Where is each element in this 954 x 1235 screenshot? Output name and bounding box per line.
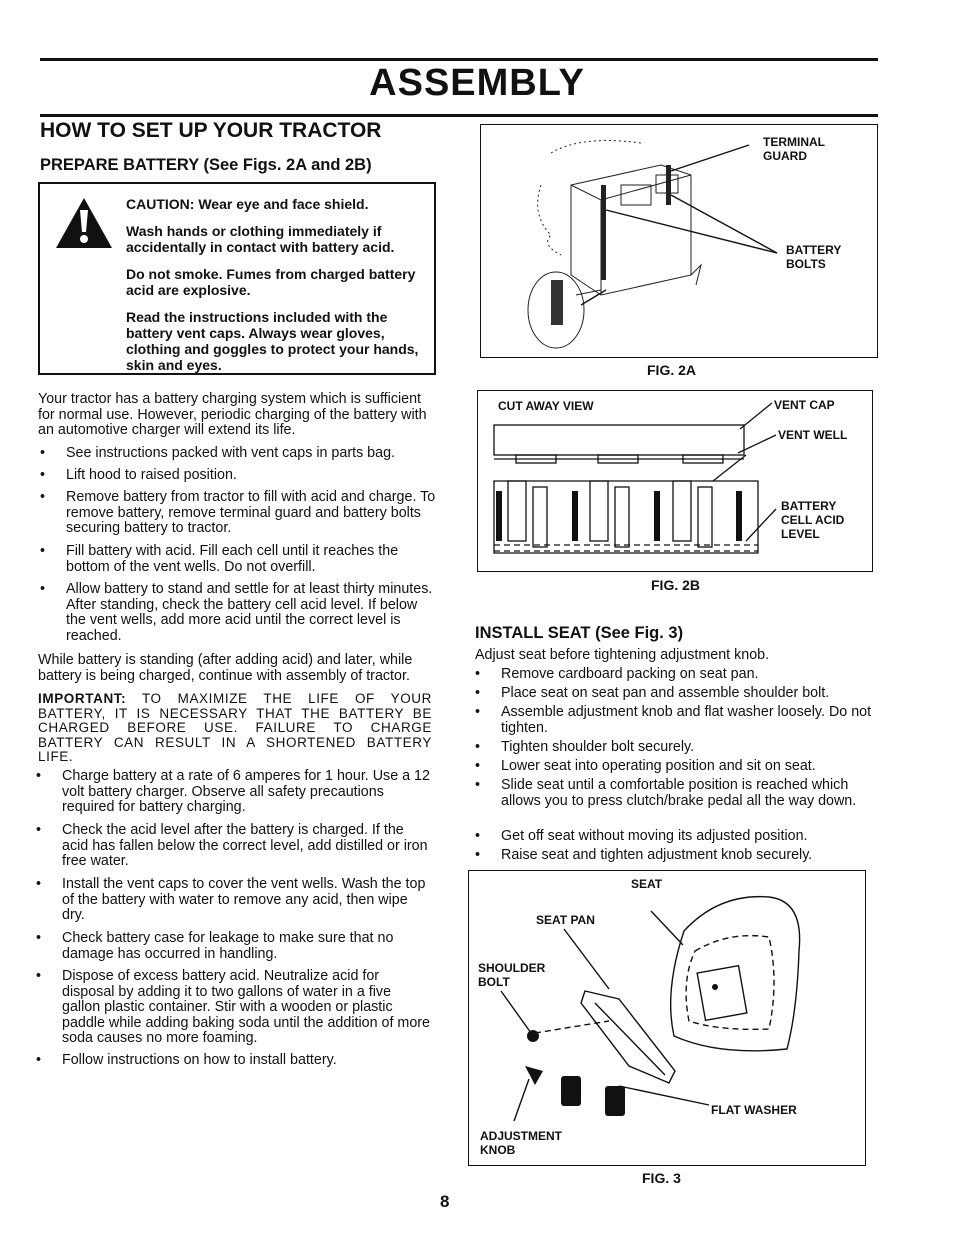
list-item: • Allow battery to stand and settle for at least thirty minutes. After standing, check the battery cell acid level. If below the vent wells, add more acid until the correct level is reached. bbox=[40, 581, 433, 644]
list-item-text: Assemble adjustment knob and flat washer loosely. Do not tighten. bbox=[501, 704, 872, 736]
label-vent-cap: VENT CAP bbox=[774, 398, 835, 412]
standing-note: While battery is standing (after adding acid) and later, while battery is being charged, continue with assembly of tractor. bbox=[38, 652, 413, 684]
top-rule bbox=[40, 58, 878, 61]
list-item-text: Install the vent caps to cover the vent wells. Wash the top of the battery with water to remove any acid, then wipe dry. bbox=[62, 876, 426, 924]
battery-intro: Your tractor has a battery charging system which is sufficient for normal use. However, periodic charging of the battery with an automotive charger will extend its life. bbox=[38, 391, 427, 439]
list-item: • Lift hood to raised position. bbox=[40, 467, 237, 483]
list-item: • Check battery case for leakage to make sure that no damage has occurred in handling. bbox=[36, 930, 394, 962]
label-terminal-guard bbox=[763, 135, 825, 163]
battery-cutaway-illustration bbox=[478, 391, 872, 571]
list-item-text: Remove battery from tractor to fill with acid and charge. To remove battery, remove terminal guard and battery bolts securing battery to tractor. bbox=[66, 489, 436, 537]
caution-box bbox=[38, 182, 436, 375]
list-item: • Fill battery with acid. Fill each cell until it reaches the bottom of the vent wells. Do not overfill. bbox=[40, 543, 399, 575]
list-item-text: See instructions packed with vent caps in parts bag. bbox=[66, 445, 396, 461]
list-item: • Remove cardboard packing on seat pan. bbox=[475, 666, 759, 682]
list-item: • Slide seat until a comfortable position is reached which allows you to press clutch/brake pedal all the way down. bbox=[475, 777, 857, 809]
caution-line-2: Wash hands or clothing immediately if accidentally in contact with battery acid. bbox=[126, 223, 395, 255]
caution-line-4: Read the instructions included with the battery vent caps. Always wear gloves, clothing and goggles to protect your hands, skin and eyes. bbox=[126, 309, 419, 373]
list-item-text: Tighten shoulder bolt securely. bbox=[501, 739, 695, 755]
fig-2b bbox=[477, 390, 873, 572]
list-item-text: Lift hood to raised position. bbox=[66, 467, 237, 483]
list-item: • Check the acid level after the battery is charged. If the acid has fallen below the correct level, add distilled or iron free water. bbox=[36, 822, 428, 870]
fig-3-caption: FIG. 3 bbox=[642, 1170, 681, 1186]
label-flat-washer: FLAT WASHER bbox=[711, 1103, 797, 1117]
list-item-text: Lower seat into operating position and sit on seat. bbox=[501, 758, 816, 774]
label-adjustment-knob bbox=[480, 1129, 562, 1157]
label-battery-bolts bbox=[786, 243, 841, 271]
page-title: ASSEMBLY bbox=[369, 62, 585, 104]
list-item: • Dispose of excess battery acid. Neutralize acid for disposal by adding it to two gallons of water in a five gallon plastic container. Stir with a wooden or plastic paddle while adding baking soda until the addition of more soda causes no more foaming. bbox=[36, 968, 431, 1047]
list-item-text: Remove cardboard packing on seat pan. bbox=[501, 666, 759, 682]
important-label: IMPORTANT: bbox=[38, 691, 127, 706]
label-vent-well: VENT WELL bbox=[778, 428, 848, 442]
list-item: • See instructions packed with vent caps in parts bag. bbox=[40, 445, 396, 461]
page-number: 8 bbox=[440, 1192, 450, 1211]
seat-heading: INSTALL SEAT (See Fig. 3) bbox=[475, 624, 684, 642]
label-line: BATTERY bbox=[786, 243, 842, 257]
warning-triangle-icon bbox=[54, 196, 114, 255]
label-line: GUARD bbox=[763, 149, 807, 163]
label-line: ADJUSTMENT bbox=[480, 1129, 563, 1143]
caution-line-3: Do not smoke. Fumes from charged battery acid are explosive. bbox=[126, 266, 416, 298]
label-line: BOLTS bbox=[786, 257, 826, 271]
list-item-text: Get off seat without moving its adjusted position. bbox=[501, 828, 808, 844]
label-shoulder-bolt bbox=[478, 961, 545, 989]
label-line: TERMINAL bbox=[763, 135, 825, 149]
section-title: HOW TO SET UP YOUR TRACTOR bbox=[40, 119, 382, 142]
seat-illustration bbox=[469, 871, 865, 1165]
list-item-text: Place seat on seat pan and assemble shoulder bolt. bbox=[501, 685, 830, 701]
label-line: KNOB bbox=[480, 1143, 516, 1157]
fig-3 bbox=[468, 870, 866, 1166]
list-item-text: Follow instructions on how to install battery. bbox=[62, 1052, 337, 1068]
list-item: • Lower seat into operating position and sit on seat. bbox=[475, 758, 816, 774]
list-item: • Tighten shoulder bolt securely. bbox=[475, 739, 695, 755]
list-item: • Assemble adjustment knob and flat washer loosely. Do not tighten. bbox=[475, 704, 872, 736]
list-item: • Remove battery from tractor to fill with acid and charge. To remove battery, remove terminal guard and battery bolts securing battery to tractor. bbox=[40, 489, 436, 537]
important-note bbox=[38, 692, 432, 765]
important-text: TO MAXIMIZE THE LIFE OF YOUR BATTERY, IT IS NECESSARY THAT THE BATTERY BE CHARGED BEFORE USE. FAILURE TO CHARGE BATTERY CAN RESULT IN A SHORTENED BATTERY LIFE. bbox=[38, 691, 432, 764]
list-item-text: Fill battery with acid. Fill each cell until it reaches the bottom of the vent wells. Do not overfill. bbox=[66, 543, 399, 575]
title-underline bbox=[40, 114, 878, 117]
fig-2b-caption: FIG. 2B bbox=[651, 577, 701, 593]
label-line: CELL ACID bbox=[781, 513, 845, 527]
label-seat-pan: SEAT PAN bbox=[536, 913, 595, 927]
label-cut-away-view: CUT AWAY VIEW bbox=[498, 399, 594, 413]
label-line: BOLT bbox=[478, 975, 510, 989]
seat-intro: Adjust seat before tightening adjustment knob. bbox=[475, 647, 770, 663]
list-item: • Place seat on seat pan and assemble shoulder bolt. bbox=[475, 685, 830, 701]
list-item-text: Dispose of excess battery acid. Neutralize acid for disposal by adding it to two gallons of water in a five gallon plastic container. Stir with a wooden or plastic paddle while adding baking soda until the addition of more soda causes no more foaming. bbox=[62, 968, 431, 1047]
fig-2a-caption: FIG. 2A bbox=[647, 362, 697, 378]
fig-2a bbox=[480, 124, 878, 358]
list-item-text: Allow battery to stand and settle for at least thirty minutes. After standing, check the battery cell acid level. If below the vent wells, add more acid until the correct level is reached. bbox=[66, 581, 433, 644]
label-line: SHOULDER bbox=[478, 961, 546, 975]
battery-heading: PREPARE BATTERY (See Figs. 2A and 2B) bbox=[40, 156, 372, 174]
list-item-text: Check battery case for leakage to make sure that no damage has occurred in handling. bbox=[62, 930, 394, 962]
list-item-text: Raise seat and tighten adjustment knob securely. bbox=[501, 847, 813, 863]
caution-line-1: CAUTION: Wear eye and face shield. bbox=[126, 196, 369, 212]
list-item: • Get off seat without moving its adjusted position. bbox=[475, 828, 808, 844]
list-item: • Raise seat and tighten adjustment knob securely. bbox=[475, 847, 813, 863]
label-line: BATTERY bbox=[781, 499, 837, 513]
list-item-text: Check the acid level after the battery is charged. If the acid has fallen below the correct level, add distilled or iron free water. bbox=[62, 822, 428, 870]
list-item-text: Charge battery at a rate of 6 amperes for 1 hour. Use a 12 volt battery charger. Observe all safety precautions required for battery charging. bbox=[62, 768, 430, 816]
label-seat: SEAT bbox=[631, 877, 663, 891]
list-item-text: Slide seat until a comfortable position is reached which allows you to press clutch/brake pedal all the way down. bbox=[501, 777, 857, 809]
list-item: • Follow instructions on how to install battery. bbox=[36, 1052, 337, 1068]
label-line: LEVEL bbox=[781, 527, 820, 541]
list-item: • Install the vent caps to cover the vent wells. Wash the top of the battery with water to remove any acid, then wipe dry. bbox=[36, 876, 426, 924]
list-item: • Charge battery at a rate of 6 amperes for 1 hour. Use a 12 volt battery charger. Observe all safety precautions required for battery charging. bbox=[36, 768, 430, 816]
